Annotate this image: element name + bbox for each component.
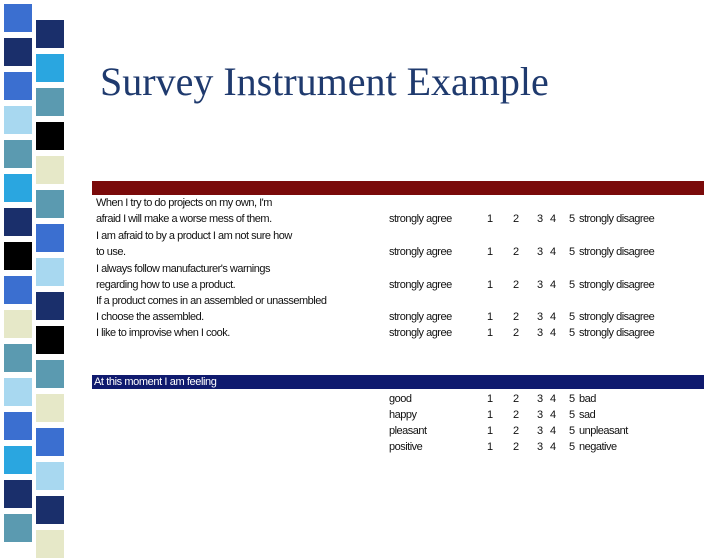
scale-point: 2 [513, 409, 520, 421]
scale-point: 3 [537, 327, 544, 339]
decorative-square [4, 310, 32, 338]
anchor-left-label: strongly agree [389, 327, 452, 339]
decorative-square [36, 360, 64, 388]
scale-point: 3 [537, 393, 544, 405]
anchor-right-label: negative [579, 441, 617, 453]
anchor-right-label: sad [579, 409, 596, 421]
decorative-square [36, 224, 64, 252]
decorative-square [36, 122, 64, 150]
scale-point: 3 [537, 213, 544, 225]
decorative-square [4, 242, 32, 270]
anchor-right-label: strongly disagree [579, 213, 655, 225]
scale-point: 4 [550, 246, 557, 258]
decorative-square [36, 258, 64, 286]
decorative-square [36, 20, 64, 48]
scale-point: 2 [513, 425, 520, 437]
scale-point: 2 [513, 279, 520, 291]
item-text-line: to use. [96, 246, 126, 258]
section-header-text: At this moment I am feeling [94, 376, 217, 388]
anchor-left-label: pleasant [389, 425, 427, 437]
decorative-square [4, 378, 32, 406]
anchor-left-label: happy [389, 409, 417, 421]
scale-point: 5 [569, 393, 576, 405]
scale-point: 4 [550, 213, 557, 225]
decorative-square [4, 276, 32, 304]
scale-point: 2 [513, 327, 520, 339]
scale-point: 4 [550, 327, 557, 339]
scale-point: 5 [569, 213, 576, 225]
decorative-square [36, 326, 64, 354]
item-text-line: regarding how to use a product. [96, 279, 236, 291]
scale-point: 3 [537, 425, 544, 437]
anchor-left-label: good [389, 393, 412, 405]
scale-point: 2 [513, 246, 520, 258]
scale-point: 4 [550, 311, 557, 323]
scale-point: 1 [487, 279, 494, 291]
scale-point: 4 [550, 441, 557, 453]
scale-point: 1 [487, 327, 494, 339]
anchor-right-label: unpleasant [579, 425, 628, 437]
scale-point: 5 [569, 327, 576, 339]
decorative-square [36, 190, 64, 218]
scale-point: 4 [550, 409, 557, 421]
item-text-line: I always follow manufacturer's warnings [96, 263, 270, 275]
decorative-square [36, 530, 64, 558]
scale-point: 2 [513, 393, 520, 405]
decorative-square [4, 446, 32, 474]
anchor-right-label: strongly disagree [579, 311, 655, 323]
decorative-square [36, 88, 64, 116]
scale-point: 2 [513, 441, 520, 453]
item-text-line: When I try to do projects on my own, I'm [96, 197, 272, 209]
decorative-square [4, 72, 32, 100]
scale-point: 3 [537, 409, 544, 421]
scale-point: 5 [569, 425, 576, 437]
item-text-line: I like to improvise when I cook. [96, 327, 230, 339]
scale-point: 2 [513, 213, 520, 225]
scale-point: 5 [569, 311, 576, 323]
decorative-square [4, 140, 32, 168]
item-text-line: I choose the assembled. [96, 311, 204, 323]
decorative-square [4, 412, 32, 440]
decorative-square [36, 428, 64, 456]
scale-point: 1 [487, 409, 494, 421]
scale-point: 1 [487, 425, 494, 437]
decorative-square [4, 4, 32, 32]
decorative-square [36, 292, 64, 320]
scale-point: 4 [550, 425, 557, 437]
item-text-line: If a product comes in an assembled or unassembled [96, 295, 327, 307]
decorative-square [4, 480, 32, 508]
scale-point: 4 [550, 279, 557, 291]
decorative-square [36, 462, 64, 490]
anchor-left-label: strongly agree [389, 246, 452, 258]
item-text-line: afraid I will make a worse mess of them. [96, 213, 272, 225]
scale-point: 3 [537, 246, 544, 258]
anchor-right-label: strongly disagree [579, 246, 655, 258]
scale-point: 5 [569, 441, 576, 453]
anchor-left-label: strongly agree [389, 279, 452, 291]
anchor-left-label: strongly agree [389, 311, 452, 323]
scale-point: 3 [537, 311, 544, 323]
scale-point: 5 [569, 409, 576, 421]
slide-title: Survey Instrument Example [100, 59, 549, 104]
anchor-left-label: strongly agree [389, 213, 452, 225]
scale-point: 1 [487, 213, 494, 225]
scale-point: 4 [550, 393, 557, 405]
decorative-square [36, 156, 64, 184]
scale-point: 3 [537, 441, 544, 453]
anchor-left-label: positive [389, 441, 423, 453]
decorative-square [36, 394, 64, 422]
decorative-square [4, 344, 32, 372]
anchor-right-label: strongly disagree [579, 327, 655, 339]
scale-point: 2 [513, 311, 520, 323]
section-header-bar [92, 375, 704, 389]
scale-point: 5 [569, 279, 576, 291]
decorative-square [4, 208, 32, 236]
scale-point: 3 [537, 279, 544, 291]
decorative-square [36, 496, 64, 524]
decorative-square-strip [0, 0, 64, 540]
decorative-square [4, 514, 32, 542]
scale-point: 1 [487, 311, 494, 323]
anchor-right-label: strongly disagree [579, 279, 655, 291]
scale-point: 1 [487, 441, 494, 453]
anchor-right-label: bad [579, 393, 596, 405]
scale-point: 5 [569, 246, 576, 258]
item-text-line: I am afraid to by a product I am not sure how [96, 230, 292, 242]
decorative-square [4, 174, 32, 202]
decorative-square [36, 54, 64, 82]
decorative-square [4, 106, 32, 134]
scale-point: 1 [487, 246, 494, 258]
decorative-square [4, 38, 32, 66]
section-divider-bar [92, 181, 704, 195]
scale-point: 1 [487, 393, 494, 405]
